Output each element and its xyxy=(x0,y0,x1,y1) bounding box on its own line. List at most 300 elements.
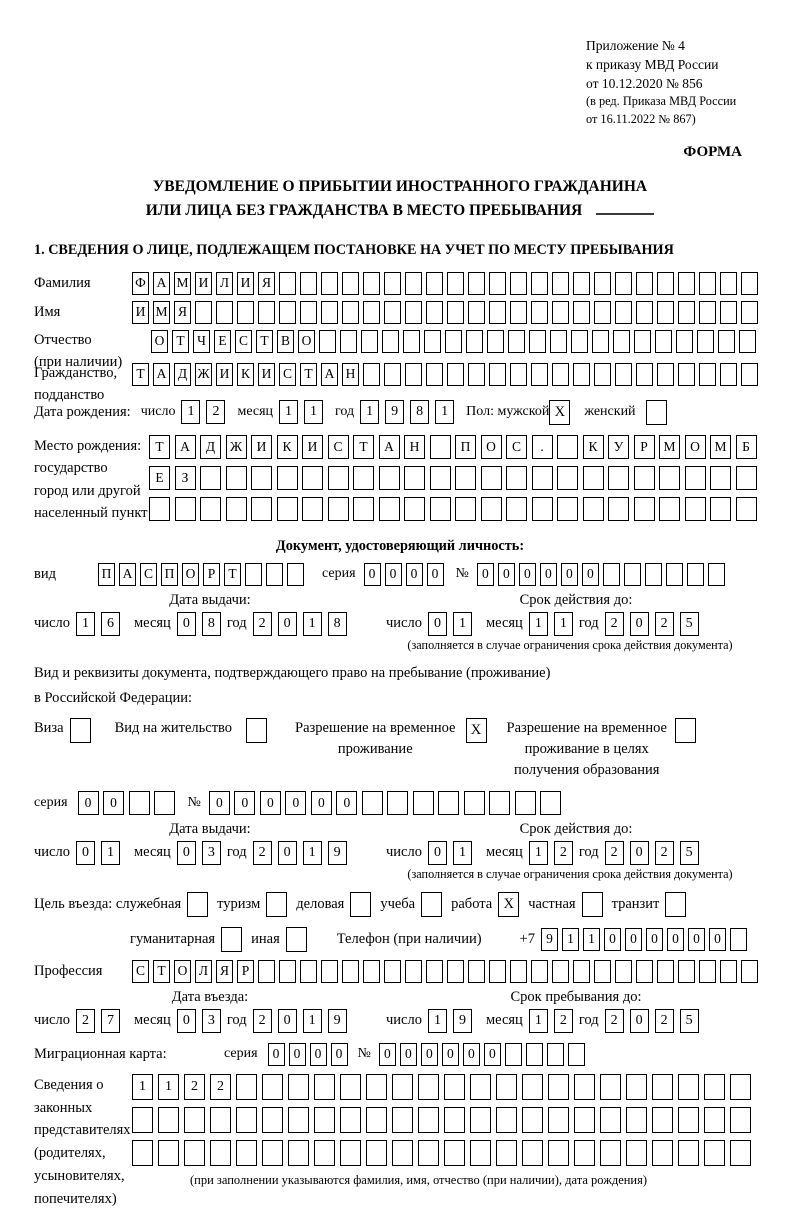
visa-checkbox[interactable] xyxy=(70,718,91,743)
char-cell[interactable] xyxy=(288,1107,309,1133)
char-cell[interactable]: О xyxy=(182,563,199,586)
char-cell[interactable] xyxy=(363,960,380,983)
char-cell[interactable] xyxy=(634,466,655,490)
char-cell[interactable] xyxy=(652,1140,673,1166)
char-cell[interactable]: 0 xyxy=(310,1043,327,1066)
char-cell[interactable] xyxy=(236,1107,257,1133)
char-cell[interactable]: О xyxy=(298,330,315,353)
char-cell[interactable] xyxy=(720,301,737,324)
char-cell[interactable]: 0 xyxy=(630,841,649,865)
char-cell[interactable]: А xyxy=(321,363,338,386)
char-cell[interactable] xyxy=(739,330,756,353)
char-cell[interactable]: 1 xyxy=(453,612,472,636)
char-cell[interactable] xyxy=(685,497,706,521)
char-cell[interactable] xyxy=(557,466,578,490)
char-cell[interactable] xyxy=(547,1043,564,1066)
char-cell[interactable] xyxy=(634,330,651,353)
char-cell[interactable]: 0 xyxy=(604,928,621,951)
char-cell[interactable] xyxy=(489,960,506,983)
char-cell[interactable] xyxy=(236,1140,257,1166)
char-cell[interactable] xyxy=(405,960,422,983)
char-cell[interactable] xyxy=(287,563,304,586)
char-cell[interactable] xyxy=(340,1107,361,1133)
char-cell[interactable]: С xyxy=(328,435,349,459)
char-cell[interactable]: 0 xyxy=(519,563,536,586)
char-cell[interactable]: 0 xyxy=(268,1043,285,1066)
char-cell[interactable] xyxy=(730,1107,751,1133)
char-cell[interactable] xyxy=(175,497,196,521)
char-cell[interactable] xyxy=(608,497,629,521)
char-cell[interactable] xyxy=(652,1107,673,1133)
char-cell[interactable]: 0 xyxy=(311,791,332,815)
char-cell[interactable]: Т xyxy=(132,363,149,386)
char-cell[interactable] xyxy=(548,1107,569,1133)
char-cell[interactable] xyxy=(314,1140,335,1166)
char-cell[interactable]: К xyxy=(237,363,254,386)
char-cell[interactable]: С xyxy=(235,330,252,353)
char-cell[interactable]: 0 xyxy=(260,791,281,815)
char-cell[interactable]: 2 xyxy=(184,1074,205,1100)
char-cell[interactable] xyxy=(557,497,578,521)
char-cell[interactable]: 0 xyxy=(477,563,494,586)
char-cell[interactable] xyxy=(444,1074,465,1100)
char-cell[interactable]: 1 xyxy=(435,400,454,424)
char-cell[interactable]: Я xyxy=(216,960,233,983)
char-cell[interactable] xyxy=(210,1140,231,1166)
char-cell[interactable] xyxy=(496,1140,517,1166)
char-cell[interactable]: . xyxy=(532,435,553,459)
char-cell[interactable] xyxy=(626,1107,647,1133)
char-cell[interactable]: 0 xyxy=(630,1009,649,1033)
char-cell[interactable] xyxy=(340,1074,361,1100)
char-cell[interactable] xyxy=(262,1140,283,1166)
char-cell[interactable] xyxy=(481,466,502,490)
char-cell[interactable] xyxy=(392,1074,413,1100)
char-cell[interactable] xyxy=(447,301,464,324)
char-cell[interactable]: 5 xyxy=(680,612,699,636)
char-cell[interactable] xyxy=(531,363,548,386)
char-cell[interactable]: Р xyxy=(203,563,220,586)
char-cell[interactable]: 0 xyxy=(540,563,557,586)
char-cell[interactable] xyxy=(300,301,317,324)
char-cell[interactable]: 0 xyxy=(234,791,255,815)
char-cell[interactable] xyxy=(455,466,476,490)
char-cell[interactable] xyxy=(720,960,737,983)
char-cell[interactable] xyxy=(405,301,422,324)
char-cell[interactable] xyxy=(340,1140,361,1166)
char-cell[interactable] xyxy=(583,466,604,490)
char-cell[interactable] xyxy=(636,960,653,983)
char-cell[interactable] xyxy=(366,1140,387,1166)
char-cell[interactable]: М xyxy=(710,435,731,459)
char-cell[interactable] xyxy=(573,960,590,983)
char-cell[interactable] xyxy=(657,960,674,983)
char-cell[interactable] xyxy=(302,497,323,521)
char-cell[interactable] xyxy=(531,960,548,983)
char-cell[interactable]: 0 xyxy=(289,1043,306,1066)
char-cell[interactable] xyxy=(508,330,525,353)
char-cell[interactable]: 0 xyxy=(582,563,599,586)
char-cell[interactable]: А xyxy=(175,435,196,459)
char-cell[interactable]: 9 xyxy=(328,841,347,865)
char-cell[interactable] xyxy=(708,563,725,586)
char-cell[interactable]: 0 xyxy=(336,791,357,815)
char-cell[interactable] xyxy=(418,1074,439,1100)
char-cell[interactable] xyxy=(426,363,443,386)
char-cell[interactable] xyxy=(645,563,662,586)
char-cell[interactable] xyxy=(720,363,737,386)
char-cell[interactable] xyxy=(363,272,380,295)
char-cell[interactable]: 0 xyxy=(177,841,196,865)
char-cell[interactable] xyxy=(659,466,680,490)
char-cell[interactable] xyxy=(510,272,527,295)
char-cell[interactable] xyxy=(678,301,695,324)
char-cell[interactable] xyxy=(149,497,170,521)
char-cell[interactable]: И xyxy=(237,272,254,295)
char-cell[interactable]: 2 xyxy=(605,1009,624,1033)
edu-permit-checkbox[interactable] xyxy=(675,718,696,743)
char-cell[interactable] xyxy=(678,960,695,983)
char-cell[interactable] xyxy=(522,1140,543,1166)
char-cell[interactable] xyxy=(430,466,451,490)
char-cell[interactable]: 0 xyxy=(278,841,297,865)
char-cell[interactable]: 1 xyxy=(562,928,579,951)
char-cell[interactable] xyxy=(404,497,425,521)
char-cell[interactable] xyxy=(552,272,569,295)
char-cell[interactable] xyxy=(704,1074,725,1100)
char-cell[interactable] xyxy=(321,301,338,324)
char-cell[interactable] xyxy=(636,363,653,386)
char-cell[interactable]: Л xyxy=(216,272,233,295)
char-cell[interactable] xyxy=(258,301,275,324)
char-cell[interactable] xyxy=(362,791,383,815)
char-cell[interactable] xyxy=(550,330,567,353)
char-cell[interactable] xyxy=(342,301,359,324)
char-cell[interactable] xyxy=(288,1074,309,1100)
char-cell[interactable] xyxy=(279,301,296,324)
purpose-tourism-checkbox[interactable] xyxy=(266,892,287,917)
char-cell[interactable] xyxy=(526,1043,543,1066)
char-cell[interactable] xyxy=(342,960,359,983)
char-cell[interactable] xyxy=(568,1043,585,1066)
char-cell[interactable] xyxy=(592,330,609,353)
char-cell[interactable] xyxy=(659,497,680,521)
char-cell[interactable]: С xyxy=(279,363,296,386)
char-cell[interactable]: Т xyxy=(256,330,273,353)
char-cell[interactable] xyxy=(685,466,706,490)
char-cell[interactable]: 7 xyxy=(101,1009,120,1033)
char-cell[interactable]: 2 xyxy=(605,612,624,636)
char-cell[interactable]: С xyxy=(132,960,149,983)
char-cell[interactable] xyxy=(489,363,506,386)
char-cell[interactable]: О xyxy=(481,435,502,459)
char-cell[interactable] xyxy=(262,1107,283,1133)
char-cell[interactable] xyxy=(506,497,527,521)
char-cell[interactable] xyxy=(594,363,611,386)
char-cell[interactable]: 0 xyxy=(209,791,230,815)
char-cell[interactable]: 5 xyxy=(680,1009,699,1033)
char-cell[interactable] xyxy=(258,960,275,983)
char-cell[interactable] xyxy=(262,1074,283,1100)
char-cell[interactable] xyxy=(404,466,425,490)
char-cell[interactable]: Н xyxy=(342,363,359,386)
char-cell[interactable]: И xyxy=(258,363,275,386)
char-cell[interactable]: 8 xyxy=(328,612,347,636)
char-cell[interactable] xyxy=(505,1043,522,1066)
char-cell[interactable]: 6 xyxy=(101,612,120,636)
char-cell[interactable]: Р xyxy=(237,960,254,983)
char-cell[interactable] xyxy=(481,497,502,521)
char-cell[interactable]: 1 xyxy=(76,612,95,636)
char-cell[interactable] xyxy=(600,1107,621,1133)
char-cell[interactable]: 1 xyxy=(554,612,573,636)
purpose-humanitarian-checkbox[interactable] xyxy=(221,927,242,952)
char-cell[interactable]: 2 xyxy=(210,1074,231,1100)
char-cell[interactable] xyxy=(403,330,420,353)
char-cell[interactable] xyxy=(468,272,485,295)
char-cell[interactable]: 5 xyxy=(680,841,699,865)
char-cell[interactable]: 1 xyxy=(529,612,548,636)
char-cell[interactable] xyxy=(652,1074,673,1100)
char-cell[interactable]: Ч xyxy=(193,330,210,353)
char-cell[interactable] xyxy=(552,363,569,386)
char-cell[interactable]: 1 xyxy=(529,1009,548,1033)
char-cell[interactable] xyxy=(245,563,262,586)
char-cell[interactable] xyxy=(655,330,672,353)
char-cell[interactable]: И xyxy=(132,301,149,324)
char-cell[interactable]: И xyxy=(195,272,212,295)
char-cell[interactable]: Р xyxy=(634,435,655,459)
char-cell[interactable]: Т xyxy=(149,435,170,459)
char-cell[interactable] xyxy=(392,1140,413,1166)
char-cell[interactable] xyxy=(615,363,632,386)
char-cell[interactable] xyxy=(129,791,150,815)
char-cell[interactable]: Л xyxy=(195,960,212,983)
char-cell[interactable] xyxy=(699,272,716,295)
char-cell[interactable]: 8 xyxy=(410,400,429,424)
char-cell[interactable]: О xyxy=(174,960,191,983)
char-cell[interactable] xyxy=(470,1140,491,1166)
char-cell[interactable] xyxy=(353,466,374,490)
char-cell[interactable] xyxy=(468,960,485,983)
char-cell[interactable] xyxy=(184,1107,205,1133)
char-cell[interactable]: 1 xyxy=(303,1009,322,1033)
char-cell[interactable] xyxy=(195,301,212,324)
char-cell[interactable] xyxy=(468,301,485,324)
char-cell[interactable]: 0 xyxy=(625,928,642,951)
char-cell[interactable] xyxy=(487,330,504,353)
char-cell[interactable] xyxy=(328,497,349,521)
char-cell[interactable]: А xyxy=(119,563,136,586)
char-cell[interactable]: 9 xyxy=(453,1009,472,1033)
residence-permit-checkbox[interactable] xyxy=(246,718,267,743)
char-cell[interactable]: 2 xyxy=(655,841,674,865)
char-cell[interactable] xyxy=(730,1140,751,1166)
char-cell[interactable]: Е xyxy=(214,330,231,353)
char-cell[interactable]: 2 xyxy=(605,841,624,865)
char-cell[interactable]: 1 xyxy=(428,1009,447,1033)
char-cell[interactable] xyxy=(266,563,283,586)
char-cell[interactable] xyxy=(379,466,400,490)
char-cell[interactable] xyxy=(379,497,400,521)
char-cell[interactable]: 0 xyxy=(406,563,423,586)
char-cell[interactable] xyxy=(288,1140,309,1166)
char-cell[interactable] xyxy=(342,272,359,295)
char-cell[interactable]: В xyxy=(277,330,294,353)
sex-female-checkbox[interactable] xyxy=(646,400,667,425)
char-cell[interactable]: З xyxy=(175,466,196,490)
char-cell[interactable] xyxy=(216,301,233,324)
char-cell[interactable] xyxy=(699,301,716,324)
char-cell[interactable] xyxy=(430,497,451,521)
char-cell[interactable] xyxy=(468,363,485,386)
char-cell[interactable] xyxy=(741,363,758,386)
char-cell[interactable] xyxy=(445,330,462,353)
char-cell[interactable]: 1 xyxy=(303,841,322,865)
char-cell[interactable]: 0 xyxy=(463,1043,480,1066)
char-cell[interactable] xyxy=(447,363,464,386)
char-cell[interactable]: Е xyxy=(149,466,170,490)
char-cell[interactable]: И xyxy=(251,435,272,459)
char-cell[interactable] xyxy=(132,1140,153,1166)
char-cell[interactable]: 2 xyxy=(655,1009,674,1033)
char-cell[interactable]: А xyxy=(153,363,170,386)
char-cell[interactable] xyxy=(418,1140,439,1166)
char-cell[interactable] xyxy=(741,301,758,324)
char-cell[interactable] xyxy=(736,466,757,490)
char-cell[interactable]: А xyxy=(153,272,170,295)
char-cell[interactable] xyxy=(363,301,380,324)
char-cell[interactable] xyxy=(697,330,714,353)
char-cell[interactable]: С xyxy=(506,435,527,459)
char-cell[interactable] xyxy=(302,466,323,490)
char-cell[interactable]: 2 xyxy=(76,1009,95,1033)
purpose-transit-checkbox[interactable] xyxy=(665,892,686,917)
char-cell[interactable]: 0 xyxy=(428,612,447,636)
char-cell[interactable] xyxy=(158,1140,179,1166)
char-cell[interactable]: 0 xyxy=(709,928,726,951)
char-cell[interactable] xyxy=(132,1107,153,1133)
purpose-official-checkbox[interactable] xyxy=(187,892,208,917)
char-cell[interactable]: О xyxy=(151,330,168,353)
char-cell[interactable]: 0 xyxy=(442,1043,459,1066)
char-cell[interactable]: Д xyxy=(200,435,221,459)
char-cell[interactable] xyxy=(615,272,632,295)
char-cell[interactable]: 0 xyxy=(484,1043,501,1066)
char-cell[interactable]: 0 xyxy=(646,928,663,951)
char-cell[interactable]: 1 xyxy=(303,612,322,636)
char-cell[interactable] xyxy=(522,1107,543,1133)
char-cell[interactable] xyxy=(634,497,655,521)
char-cell[interactable] xyxy=(657,272,674,295)
char-cell[interactable] xyxy=(413,791,434,815)
char-cell[interactable]: 0 xyxy=(561,563,578,586)
char-cell[interactable]: П xyxy=(161,563,178,586)
char-cell[interactable] xyxy=(532,497,553,521)
char-cell[interactable] xyxy=(384,363,401,386)
char-cell[interactable] xyxy=(405,272,422,295)
char-cell[interactable]: Т xyxy=(153,960,170,983)
char-cell[interactable] xyxy=(699,363,716,386)
char-cell[interactable] xyxy=(531,272,548,295)
char-cell[interactable] xyxy=(594,301,611,324)
char-cell[interactable] xyxy=(300,960,317,983)
char-cell[interactable] xyxy=(510,363,527,386)
char-cell[interactable] xyxy=(548,1074,569,1100)
char-cell[interactable] xyxy=(613,330,630,353)
char-cell[interactable]: К xyxy=(583,435,604,459)
char-cell[interactable]: 0 xyxy=(331,1043,348,1066)
char-cell[interactable] xyxy=(489,301,506,324)
char-cell[interactable]: Т xyxy=(224,563,241,586)
char-cell[interactable]: 0 xyxy=(385,563,402,586)
char-cell[interactable]: 0 xyxy=(177,612,196,636)
char-cell[interactable] xyxy=(489,272,506,295)
char-cell[interactable] xyxy=(615,960,632,983)
char-cell[interactable] xyxy=(666,563,683,586)
char-cell[interactable] xyxy=(548,1140,569,1166)
char-cell[interactable]: 2 xyxy=(554,1009,573,1033)
char-cell[interactable] xyxy=(704,1107,725,1133)
char-cell[interactable] xyxy=(720,272,737,295)
char-cell[interactable]: 1 xyxy=(529,841,548,865)
char-cell[interactable] xyxy=(515,791,536,815)
char-cell[interactable]: 0 xyxy=(427,563,444,586)
char-cell[interactable] xyxy=(573,272,590,295)
char-cell[interactable] xyxy=(594,272,611,295)
char-cell[interactable]: А xyxy=(379,435,400,459)
char-cell[interactable]: 1 xyxy=(583,928,600,951)
char-cell[interactable] xyxy=(392,1107,413,1133)
char-cell[interactable] xyxy=(363,363,380,386)
char-cell[interactable]: Д xyxy=(174,363,191,386)
char-cell[interactable] xyxy=(529,330,546,353)
purpose-private-checkbox[interactable] xyxy=(582,892,603,917)
char-cell[interactable] xyxy=(237,301,254,324)
char-cell[interactable] xyxy=(314,1107,335,1133)
char-cell[interactable] xyxy=(424,330,441,353)
char-cell[interactable]: Ф xyxy=(132,272,149,295)
char-cell[interactable] xyxy=(426,960,443,983)
char-cell[interactable] xyxy=(361,330,378,353)
char-cell[interactable]: И xyxy=(302,435,323,459)
char-cell[interactable] xyxy=(573,301,590,324)
char-cell[interactable]: 1 xyxy=(304,400,323,424)
char-cell[interactable]: 2 xyxy=(554,841,573,865)
char-cell[interactable] xyxy=(710,466,731,490)
char-cell[interactable] xyxy=(418,1107,439,1133)
char-cell[interactable] xyxy=(321,272,338,295)
char-cell[interactable] xyxy=(574,1074,595,1100)
char-cell[interactable] xyxy=(277,497,298,521)
char-cell[interactable] xyxy=(279,272,296,295)
char-cell[interactable] xyxy=(438,791,459,815)
char-cell[interactable]: О xyxy=(685,435,706,459)
char-cell[interactable]: 1 xyxy=(181,400,200,424)
char-cell[interactable] xyxy=(718,330,735,353)
temp-permit-checkbox[interactable]: X xyxy=(466,718,487,743)
char-cell[interactable]: 0 xyxy=(688,928,705,951)
char-cell[interactable]: 0 xyxy=(428,841,447,865)
char-cell[interactable] xyxy=(676,330,693,353)
char-cell[interactable]: 0 xyxy=(177,1009,196,1033)
char-cell[interactable] xyxy=(426,301,443,324)
char-cell[interactable] xyxy=(447,272,464,295)
char-cell[interactable] xyxy=(574,1107,595,1133)
char-cell[interactable]: 9 xyxy=(541,928,558,951)
char-cell[interactable] xyxy=(384,301,401,324)
char-cell[interactable]: 0 xyxy=(78,791,99,815)
